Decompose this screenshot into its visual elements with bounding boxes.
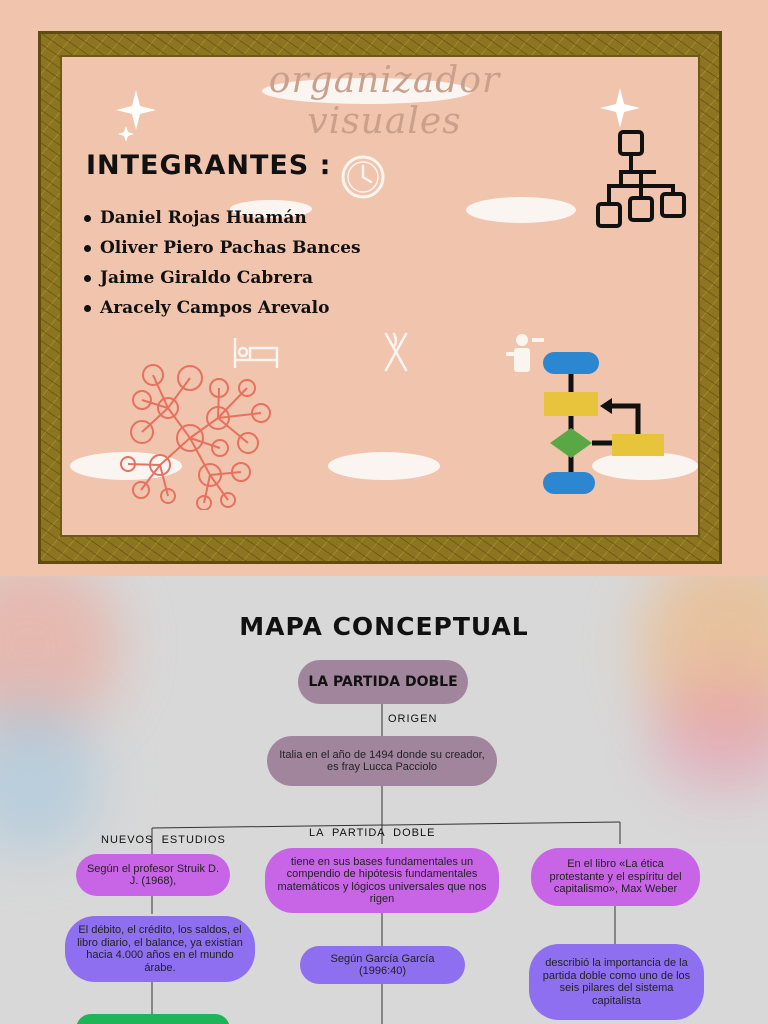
member-name: Aracely Campos Arevalo [100,298,330,318]
member-name: Jaime Giraldo Cabrera [100,268,313,288]
right-node-2: describió la importancia de la partida doble como uno de los seis pilares del sistema capitalista [529,944,704,1020]
bullet-icon [84,305,91,312]
right-node-1: En el libro «La ética protestante y el espíritu del capitalismo», Max Weber [531,848,700,906]
member-item [84,298,329,318]
members-heading: INTEGRANTES : [86,150,332,181]
clock-icon [340,154,386,200]
flowchart-icon [540,350,670,498]
left-node-3 [76,1014,230,1024]
bullet-icon [84,215,91,222]
bullet-icon [84,275,91,282]
member-item [84,238,361,258]
slide-title: organizador visuales [268,60,501,142]
center-node-1: tiene en sus bases fundamentales un compendio de hipótesis fundamentales matemáticos y lógicos universales que nos rigen [265,848,499,913]
center-node-2: Según García García (1996:40) [300,946,465,984]
member-item [84,268,313,288]
member-name: Oliver Piero Pachas Bances [100,238,361,258]
sparkle-icon [112,86,162,142]
utensils-icon [380,330,412,374]
brush-stroke [328,452,440,480]
left-node-2: El débito, el crédito, los saldos, el libro diario, el balance, ya existían hacia 4.000 años en el mundo árabe. [65,916,255,982]
origin-label: ORIGEN [388,713,438,725]
bullet-icon [84,245,91,252]
map-title: MAPA CONCEPTUAL [239,612,529,641]
new-studies-label: NUEVOS ESTUDIOS [101,834,226,846]
origin-node: Italia en el año de 1494 donde su creador, es fray Lucca Pacciolo [267,736,497,786]
left-node-1: Según el profesor Struik D. J. (1968), [76,854,230,896]
root-node: LA PARTIDA DOBLE [298,660,468,704]
double-entry-label: LA PARTIDA DOBLE [309,827,436,839]
network-diagram-icon [120,360,280,510]
member-item [84,208,307,228]
slide-mapa-conceptual [0,576,768,1024]
hierarchy-icon [596,128,690,232]
brush-stroke [466,197,576,223]
member-name: Daniel Rojas Huamán [100,208,307,228]
